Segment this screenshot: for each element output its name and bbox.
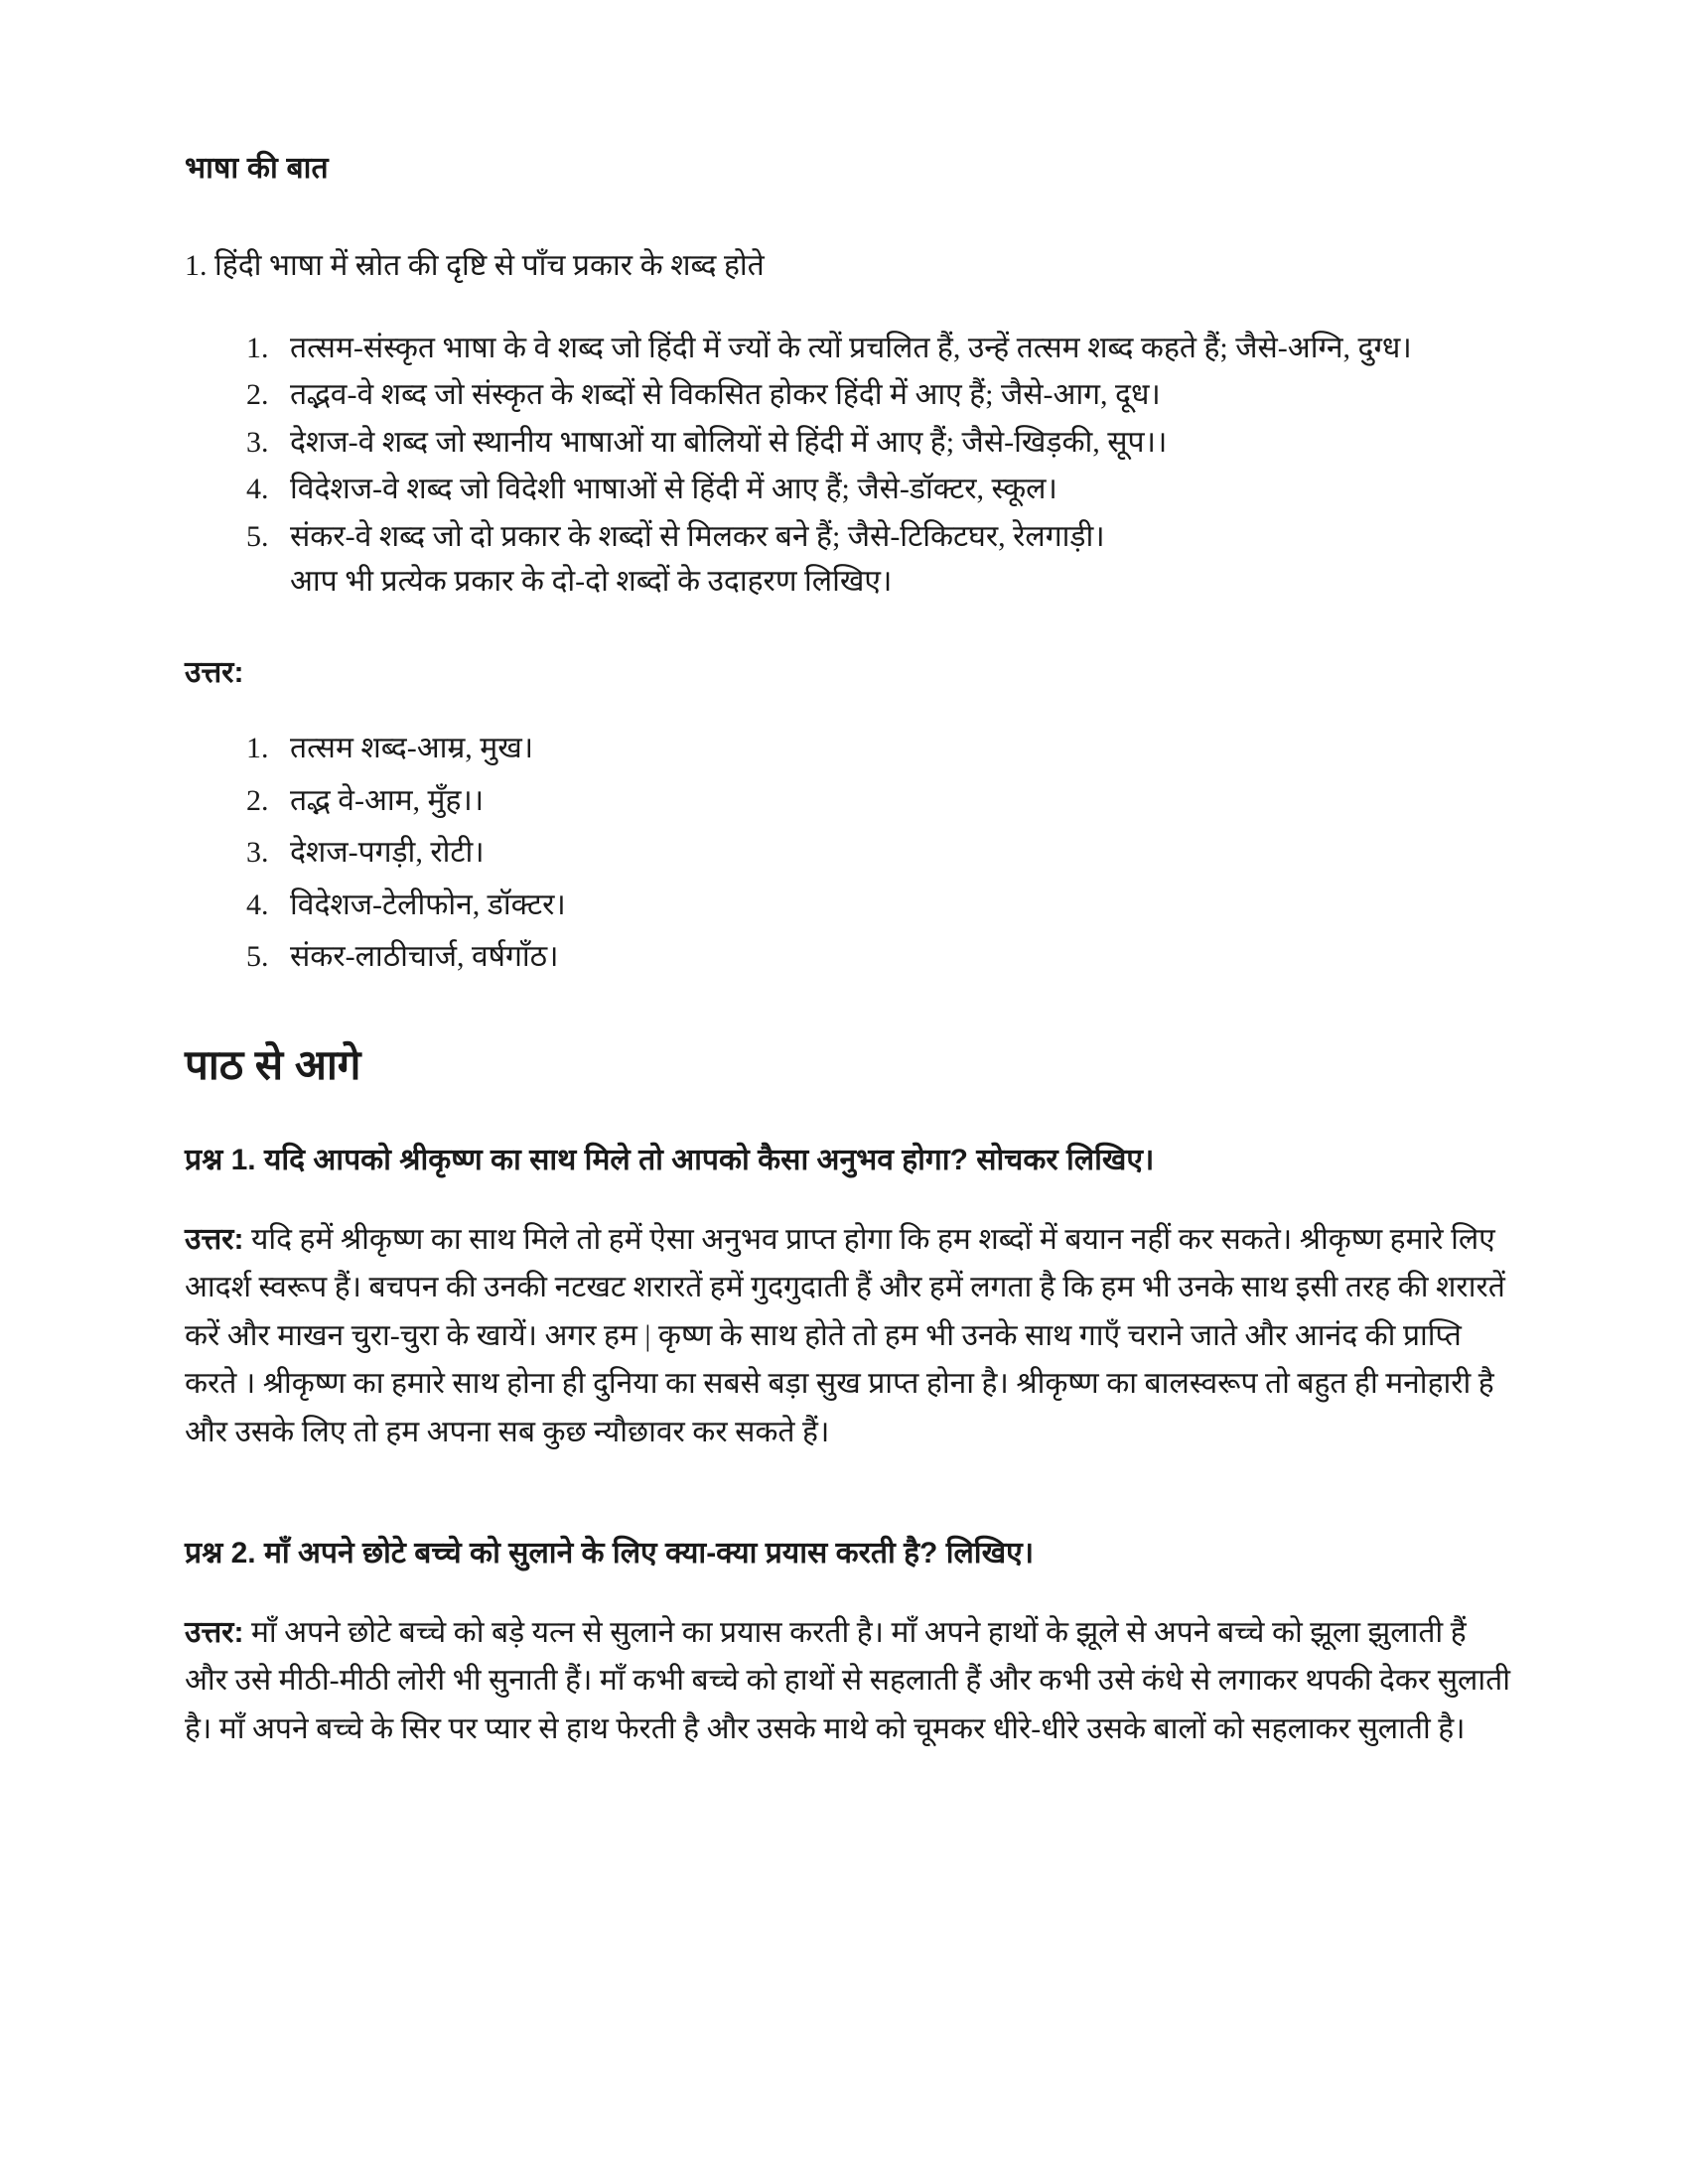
list-item-text: विदेशज-वे शब्द जो विदेशी भाषाओं से हिंदी में आए हैं; जैसे-डॉक्टर, स्कूल। (290, 473, 1057, 506)
answer-list (185, 725, 1514, 982)
list-item-text: तत्सम-संस्कृत भाषा के वे शब्द जो हिंदी में ज्यों के त्यों प्रचलित हैं, उन्हें तत्सम शब्द कहते हैं; जैसे-अग्नि, दुग्ध। (290, 331, 1412, 364)
answer-lead-label: उत्तर: (185, 1222, 244, 1256)
list-item-text: तद्भ वे-आम, मुँह।। (290, 783, 485, 817)
list-item-text: देशज-पगड़ी, रोटी। (290, 836, 485, 870)
section-heading: भाषा की बात (185, 152, 329, 185)
list-item (276, 372, 1514, 418)
list-item-text: तद्भव-वे शब्द जो संस्कृत के शब्दों से विकसित होकर हिंदी में आए हैं; जैसे-आग, दूध। (290, 378, 1161, 412)
list-item (276, 829, 1514, 878)
answer-2-text (185, 1609, 1514, 1754)
list-item-text: संकर-लाठीचार्ज, वर्षगाँठ। (290, 940, 559, 974)
list-item (276, 882, 1514, 930)
list-item (276, 777, 1514, 826)
list-item (276, 420, 1514, 466)
list-item (276, 933, 1514, 982)
next-section-heading: पाठ से आगे (185, 1041, 361, 1089)
list-item (276, 326, 1514, 371)
question-2-heading: प्रश्न 2. माँ अपने छोटे बच्चे को सुलाने के लिए क्या-क्या प्रयास करती है? लिखिए। (185, 1536, 1035, 1570)
answer-label: उत्तर: (185, 656, 244, 690)
question-1-heading: प्रश्न 1. यदि आपको श्रीकृष्ण का साथ मिले तो आपको कैसा अनुभव होगा? सोचकर लिखिए। (185, 1143, 1155, 1176)
answer-1-text (185, 1216, 1514, 1457)
list-item-text: तत्सम शब्द-आम्र, मुख। (290, 732, 534, 765)
list-item-text: संकर-वे शब्द जो दो प्रकार के शब्दों से मिलकर बने हैं; जैसे-टिकिटघर, रेलगाड़ी। (290, 519, 1105, 553)
list-item (276, 725, 1514, 773)
question-intro: 1. हिंदी भाषा में स्रोत की दृष्टि से पाँच प्रकार के शब्द होते (185, 249, 765, 282)
list-item-text: देशज-वे शब्द जो स्थानीय भाषाओं या बोलियों से हिंदी में आए हैं; जैसे-खिड़की, सूप।। (290, 425, 1168, 459)
spacer (185, 634, 1514, 650)
list-item (276, 514, 1514, 605)
answer-body: माँ अपने छोटे बच्चे को बड़े यत्न से सुलाने का प्रयास करती है। माँ अपने हाथों के झूले से अपने बच्चे को झूला झुलाती हैं और उसे मीठी-मीठी लोरी भी सुनाती हैं। माँ कभी बच्चे को हाथों से सहलाती हैं और कभी उसे कंधे से लगाकर थपकी देकर सुलाती है। माँ अपने बच्चे के सिर पर प्यार से हाथ फेरती है और उसके माथे को चूमकर धीरे-धीरे उसके बालों को सहलाकर सुलाती है। (185, 1615, 1510, 1745)
spacer (185, 1497, 1514, 1531)
answer-lead-label: उत्तर: (185, 1615, 244, 1649)
list-item (276, 467, 1514, 512)
answer-body: यदि हमें श्रीकृष्ण का साथ मिले तो हमें ऐसा अनुभव प्राप्त होगा कि हम शब्दों में बयान नहीं कर सकते। श्रीकृष्ण हमारे लिए आदर्श स्वरूप हैं। बचपन की उनकी नटखट शरारतें हमें गुदगुदाती हैं और हमें लगता है कि हम भी उनके साथ इसी तरह की शरारतें करें और माखन चुरा-चुरा के खायें। अगर हम | कृष्ण के साथ होते तो हम भी उनके साथ गाएँ चराने जाते और आनंद की प्राप्ति करते । श्रीकृष्ण का हमारे साथ होना ही दुनिया का सबसे बड़ा सुख प्राप्त होना है। श्रीकृष्ण का बालस्वरूप तो बहुत ही मनोहारी है और उसके लिए तो हम अपना सब कुछ न्यौछावर कर सकते हैं। (185, 1222, 1505, 1448)
word-types-list (185, 326, 1514, 606)
list-item-text: विदेशज-टेलीफोन, डॉक्टर। (290, 887, 566, 921)
list-item-note: आप भी प्रत्येक प्रकार के दो-दो शब्दों के उदाहरण लिखिए। (290, 565, 893, 599)
